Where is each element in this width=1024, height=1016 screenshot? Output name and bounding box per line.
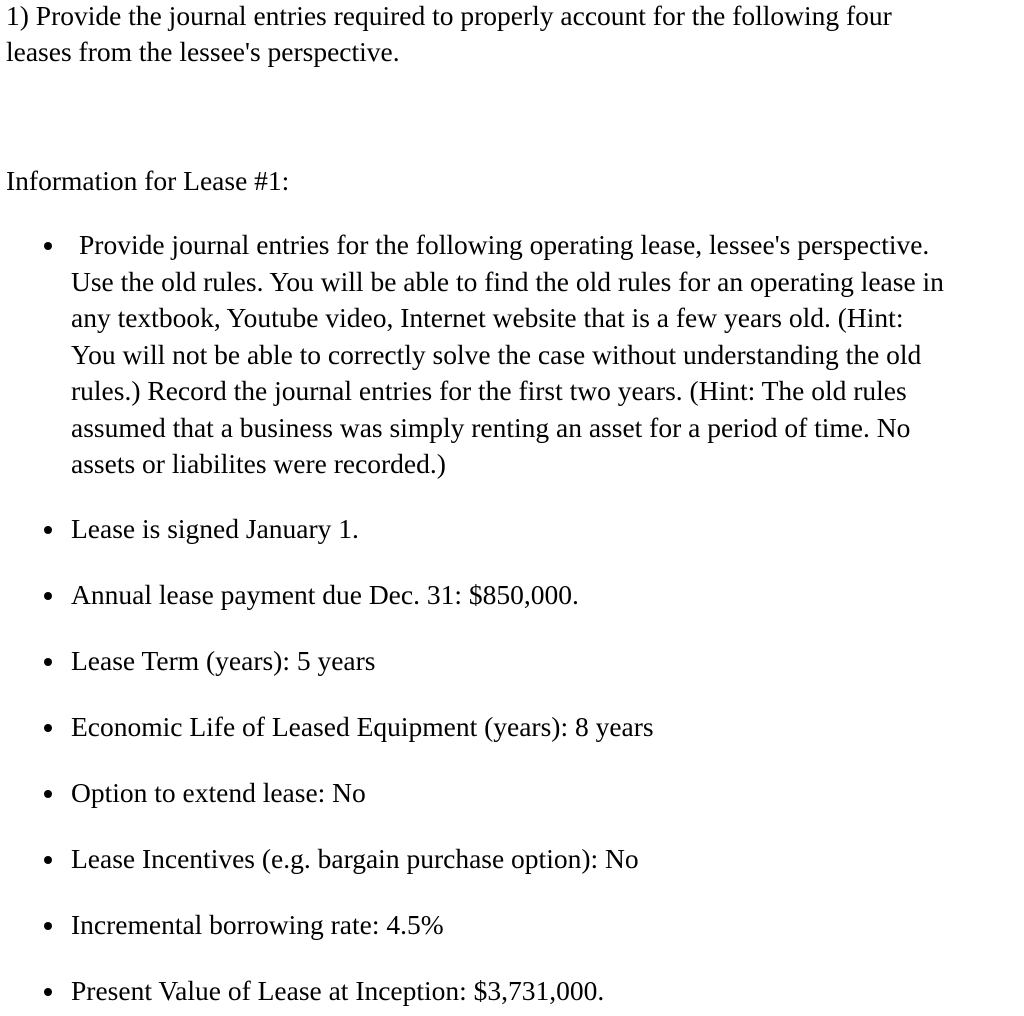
question-line-1: 1) Provide the journal entries required to properly account for the following four bbox=[6, 0, 892, 31]
bullet-option-extend: Option to extend lease: No bbox=[71, 775, 366, 812]
question-line-2: leases from the lessee's perspective. bbox=[6, 36, 400, 67]
bullet-present-value: Present Value of Lease at Inception: $3,731,000. bbox=[71, 973, 604, 1010]
instructions-line-1: Provide journal entries for the following operating lease, lessee's perspective. bbox=[79, 229, 930, 260]
bullet-lease-term: Lease Term (years): 5 years bbox=[71, 643, 376, 680]
instructions-line-6: assumed that a business was simply renting an asset for a period of time. No bbox=[71, 411, 911, 443]
instructions-line-3: any textbook, Youtube video, Internet website that is a few years old. (Hint: bbox=[71, 302, 904, 333]
lease-1-heading: Information for Lease #1: bbox=[6, 165, 290, 196]
bullet-annual-payment: Annual lease payment due Dec. 31: $850,000. bbox=[71, 577, 579, 614]
bullet-lease-incentives: Lease Incentives (e.g. bargain purchase option): No bbox=[71, 841, 639, 878]
instructions-line-5: rules.) Record the journal entries for the first two years. (Hint: The old rules bbox=[71, 375, 907, 406]
bullet-instructions bbox=[71, 227, 1024, 483]
instructions-line-4: You will not be able to correctly solve the case without understanding the old bbox=[71, 338, 922, 370]
bullet-economic-life: Economic Life of Leased Equipment (years): 8 years bbox=[71, 709, 654, 746]
instructions-line-7: assets or liabilites were recorded.) bbox=[71, 448, 446, 479]
bullet-lease-signed: Lease is signed January 1. bbox=[71, 511, 359, 548]
instructions-line-2: Use the old rules. You will be able to find the old rules for an operating lease in bbox=[71, 265, 944, 297]
question-text bbox=[6, 0, 1016, 70]
bullet-borrowing-rate: Incremental borrowing rate: 4.5% bbox=[71, 907, 444, 944]
